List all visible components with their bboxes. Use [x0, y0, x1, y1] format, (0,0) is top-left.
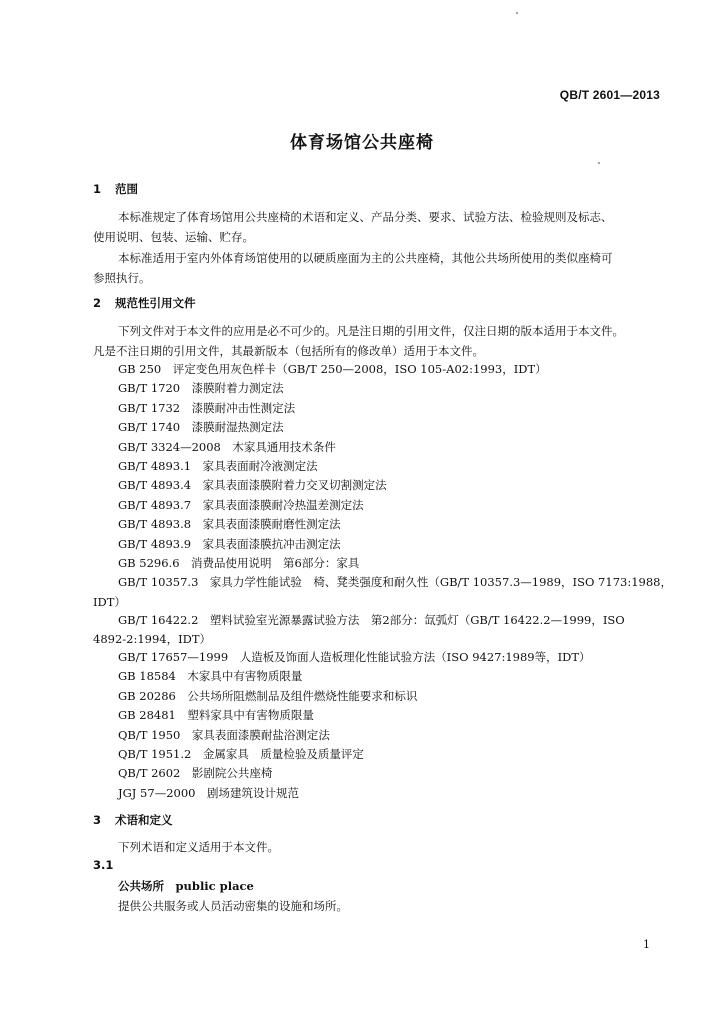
reference-item: GB 28481 塑料家具中有害物质限量: [118, 708, 314, 723]
scope-paragraph-2-line-2: 参照执行。: [93, 271, 151, 285]
reference-item: GB 250 评定变色用灰色样卡（GB/T 250—2008，ISO 105-A02:1993，IDT）: [118, 362, 547, 376]
reference-item: GB/T 4893.4 家具表面漆膜附着力交叉切割测定法: [118, 478, 387, 493]
section-number: 1: [93, 182, 102, 196]
section-title: 术语和定义: [115, 813, 173, 827]
term-definition: 提供公共服务或人员活动密集的设施和场所。: [118, 899, 348, 913]
reference-item: GB/T 1720 漆膜附着力测定法: [118, 381, 284, 396]
section-2-heading: [93, 295, 196, 311]
references-intro-line-2: 凡是不注日期的引用文件，其最新版本（包括所有的修改单）适用于本文件。: [93, 344, 484, 358]
reference-item: GB/T 4893.1 家具表面耐冷液测定法: [118, 458, 318, 473]
reference-item: GB/T 1740 漆膜耐湿热测定法: [118, 420, 284, 435]
scan-speck: [598, 162, 600, 164]
reference-item: GB/T 10357.3 家具力学性能试验 椅、凳类强度和耐久性（GB/T 10357.3—1989，ISO 7173:1988，: [118, 575, 672, 590]
reference-item: GB/T 16422.2 塑料试验室光源暴露试验方法 第2部分：氙弧灯（GB/T 16422.2—1999，ISO: [118, 613, 625, 627]
reference-item: QB/T 1950 家具表面漆膜耐盐浴测定法: [118, 727, 330, 742]
document-title: 体育场馆公共座椅: [290, 133, 434, 153]
references-intro-line-1: 下列文件对于本文件的应用是必不可少的。凡是注日期的引用文件，仅注日期的版本适用于本文件。: [118, 324, 624, 338]
scan-speck: [516, 12, 518, 14]
reference-item: GB 20286 公共场所阻燃制品及组件燃烧性能要求和标识: [118, 688, 418, 703]
reference-item: GB/T 1732 漆膜耐冲击性测定法: [118, 400, 296, 415]
standard-code: QB/T 2601—2013: [559, 88, 660, 102]
section-number: 2: [93, 296, 102, 310]
terms-intro: 下列术语和定义适用于本文件。: [118, 840, 279, 854]
reference-list: [118, 360, 672, 593]
reference-item: QB/T 1951.2 金属家具 质量检验及质量评定: [118, 746, 364, 761]
reference-item: GB/T 17657—1999 人造板及饰面人造板理化性能试验方法（ISO 9427:1989等，IDT）: [118, 650, 591, 664]
reference-item: GB 5296.6 消费品使用说明 第6部分：家具: [118, 555, 360, 570]
section-title: 范围: [115, 182, 138, 196]
scope-paragraph-1-line-2: 使用说明、包装、运输、贮存。: [93, 230, 254, 244]
term-english: public place: [175, 879, 254, 893]
reference-list-continued: [118, 648, 591, 803]
section-title: 规范性引用文件: [115, 296, 196, 310]
scope-paragraph-1-line-1: 本标准规定了体育场馆用公共座椅的术语和定义、产品分类、要求、试验方法、检验规则及标志、: [118, 210, 613, 224]
section-1-heading: [93, 181, 138, 197]
section-3-heading: [93, 812, 173, 828]
reference-item: GB 18584 木家具中有害物质限量: [118, 669, 303, 684]
reference-item: QB/T 2602 影剧院公共座椅: [118, 766, 273, 781]
section-number: 3: [93, 813, 102, 827]
term-chinese: 公共场所: [118, 879, 164, 893]
reference-item-continuation: 4892-2:1994，IDT）: [93, 632, 212, 646]
reference-item: GB/T 4893.8 家具表面漆膜耐磨性测定法: [118, 517, 341, 532]
term-entry: [118, 876, 254, 896]
reference-item: JGJ 57—2000 剧场建筑设计规范: [118, 785, 299, 800]
reference-item: GB/T 3324—2008 木家具通用技术条件: [118, 439, 336, 454]
reference-item: GB/T 4893.7 家具表面漆膜耐冷热温差测定法: [118, 497, 364, 512]
reference-item: GB/T 4893.9 家具表面漆膜抗冲击测定法: [118, 536, 341, 551]
page-number: 1: [643, 938, 650, 951]
reference-item-continuation: IDT）: [93, 595, 126, 609]
clause-number: 3.1: [93, 858, 114, 872]
scope-paragraph-2-line-1: 本标准适用于室内外体育场馆使用的以硬质座面为主的公共座椅，其他公共场所使用的类似座椅可: [118, 251, 613, 265]
